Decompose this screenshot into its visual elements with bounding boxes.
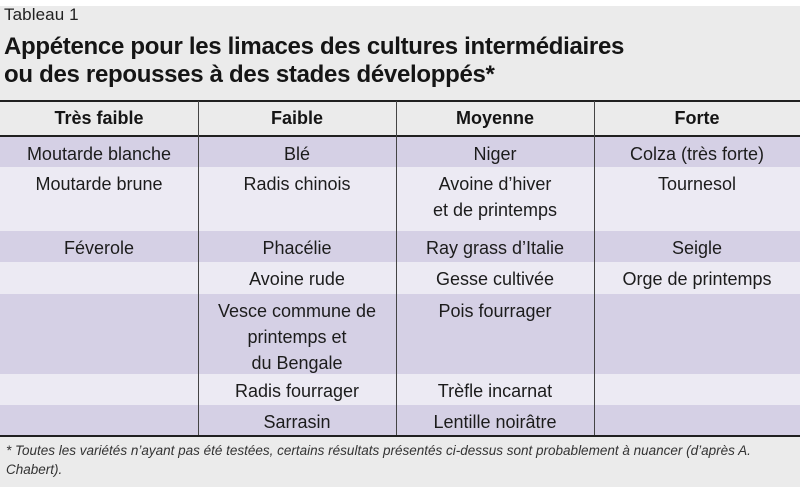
cell: Pois fourrager [438, 301, 552, 321]
column-divider [198, 101, 199, 435]
header-forte: Forte [674, 108, 720, 128]
cell: Trèfle incarnat [437, 381, 553, 401]
table-bottom-rule [0, 435, 800, 437]
cell: Niger [473, 144, 517, 164]
cell: Vesce commune de printemps et du Bengale [217, 301, 377, 373]
cell [0, 294, 198, 298]
cell [594, 294, 800, 298]
table-row [0, 167, 800, 231]
cell: Radis fourrager [234, 381, 360, 401]
header-moyenne: Moyenne [455, 108, 534, 128]
cell: Féverole [63, 238, 135, 258]
table-row [0, 294, 800, 374]
table-title [4, 33, 794, 89]
cell: Gesse cultivée [435, 269, 555, 289]
table-row [0, 262, 800, 294]
cell: Moutarde blanche [26, 144, 172, 164]
cell [594, 374, 800, 378]
cell: Avoine rude [249, 269, 345, 289]
cell [594, 405, 800, 409]
table-label: Tableau 1 [4, 5, 79, 24]
column-divider [396, 101, 397, 435]
cell: Moutarde brune [35, 174, 163, 194]
column-divider [594, 101, 595, 435]
table-row [0, 137, 800, 167]
cell: Orge de printemps [622, 269, 772, 289]
cell: Sarrasin [263, 412, 331, 432]
cell: Avoine d’hiver et de printemps [432, 174, 558, 220]
cell: Radis chinois [243, 174, 351, 194]
header-faible: Faible [270, 108, 323, 128]
cell [0, 374, 198, 378]
cell: Colza (très forte) [629, 144, 765, 164]
cell: Ray grass d’Italie [425, 238, 565, 258]
cell: Phacélie [262, 238, 332, 258]
cell [0, 405, 198, 409]
cell: Lentille noirâtre [433, 412, 557, 432]
table-row [0, 405, 800, 435]
header-tres-faible: Très faible [54, 108, 144, 128]
table-row [0, 231, 800, 262]
cell [0, 262, 198, 266]
title-line-2: ou des repousses à des stades développés* [4, 61, 495, 88]
top-strip [0, 0, 800, 6]
cell: Tournesol [657, 174, 737, 194]
table-row [0, 374, 800, 405]
cell: Blé [283, 144, 310, 164]
title-line-1: Appétence pour les limaces des cultures intermédiaires [4, 33, 625, 60]
cell: Seigle [671, 238, 723, 258]
footnote: * Toutes les variétés n’ayant pas été testées, certains résultats présentés ci-dessus sont probablement à nuancer (d’après A. Chabert). [6, 443, 751, 477]
